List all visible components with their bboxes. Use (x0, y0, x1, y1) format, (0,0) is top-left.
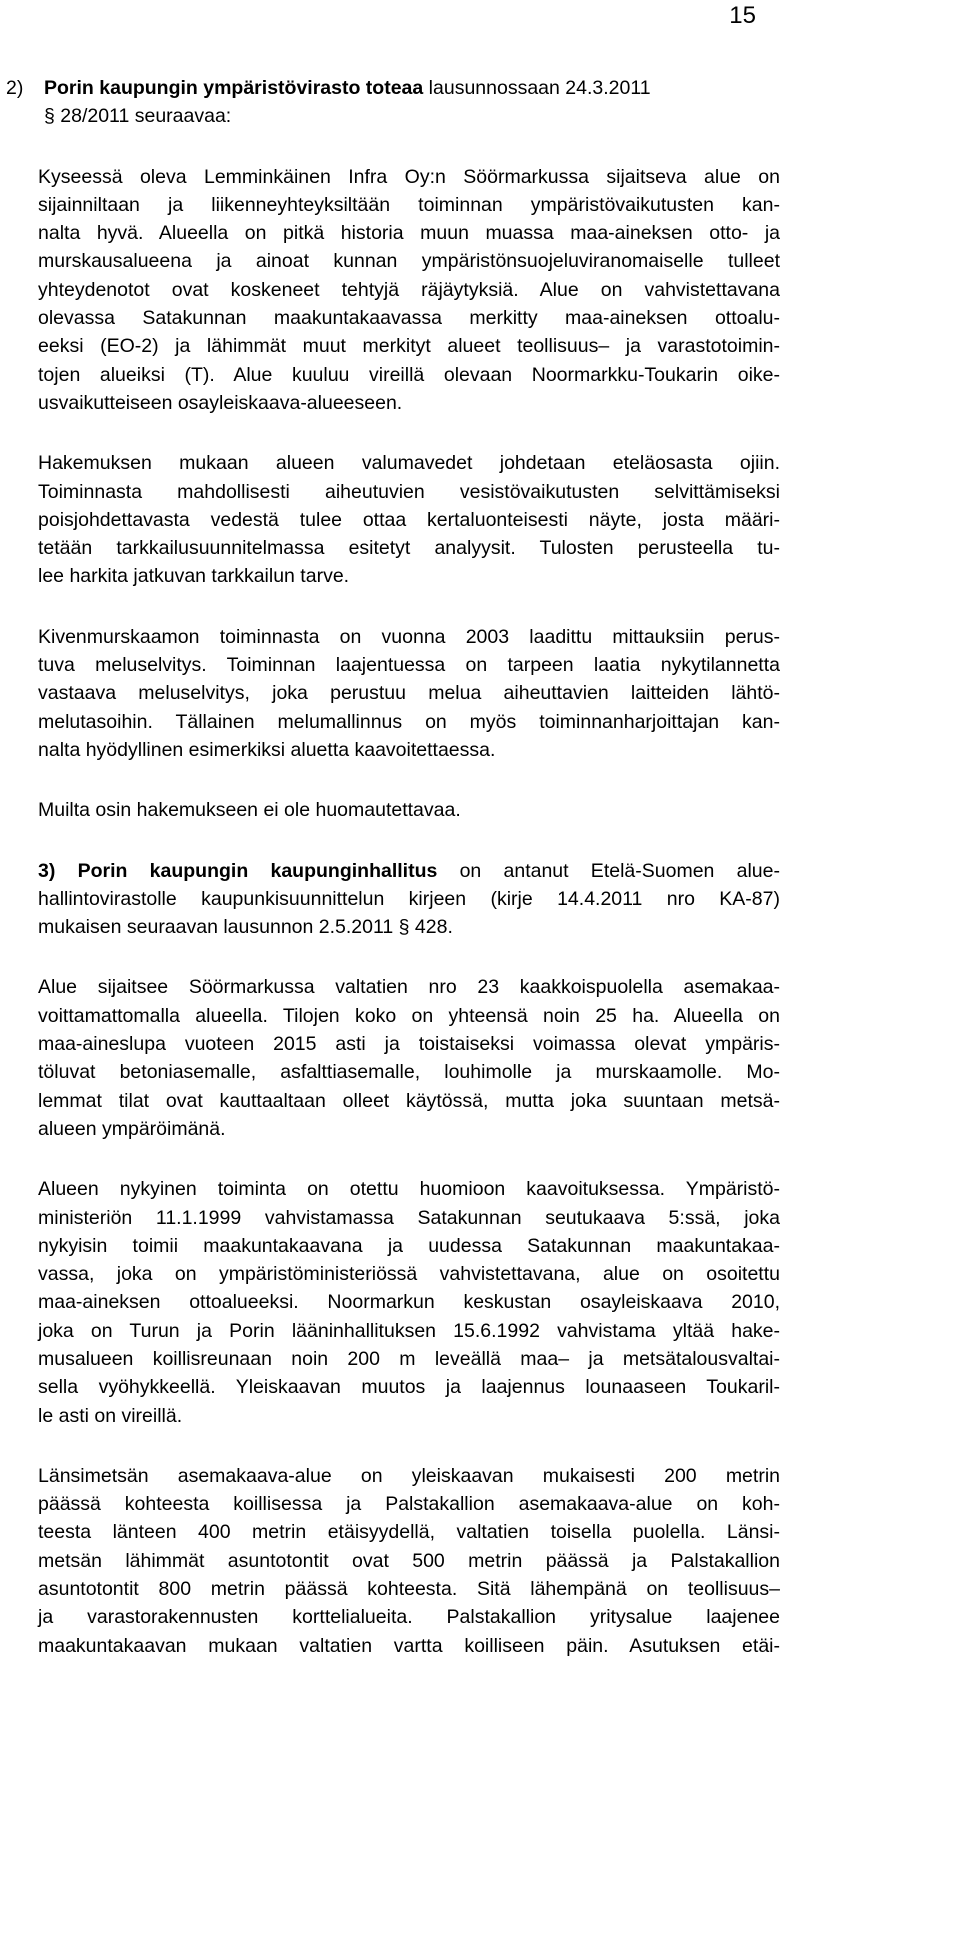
text-line: joka on Turun ja Porin lääninhallituksen 15.6.1992 vahvistama yltää hake- (38, 1319, 780, 1342)
text-line: vastaava meluselvitys, joka perustuu melua aiheuttavien laitteiden lähtö- (38, 682, 780, 705)
section-2 (6, 74, 780, 825)
section-3 (0, 857, 780, 1660)
text-line: teesta länteen 400 metrin etäisyydellä, valtatien toisella puolella. Länsi- (38, 1521, 780, 1544)
text-line: nykyisin toimii maakuntakaavana ja uudessa Satakunnan maakuntakaa- (38, 1234, 780, 1257)
text-line: lemmat tilat ovat kauttaaltaan olleet käytössä, mutta joka suuntaan metsä- (38, 1089, 780, 1112)
section-3-paragraph-3 (38, 1462, 780, 1660)
text-line: sijainniltaan ja liikenneyhteyksiltään toiminnan ympäristövaikutusten kan- (38, 193, 780, 216)
text-line: Länsimetsän asemakaava-alue on yleiskaavan mukaisesti 200 metrin (38, 1464, 780, 1487)
text-line: nalta hyödyllinen esimerkiksi aluetta kaavoitettaessa. (38, 738, 496, 761)
text-line: murskausalueena ja ainoat kunnan ympäristönsuojeluviranomaiselle tulleet (38, 250, 780, 273)
section-3-paragraph-2 (38, 1175, 780, 1430)
text-line: Alue sijaitsee Söörmarkussa valtatien nro 23 kaakkoispuolella asemakaa- (38, 976, 780, 999)
document-body (0, 74, 780, 1692)
section-2-paragraph-4 (6, 796, 780, 824)
text-line: musalueen koillisreunaan noin 200 m leveällä maa‒ ja metsätalousvaltai- (38, 1347, 780, 1370)
section-2-heading-line2: § 28/2011 seuraavaa: (44, 105, 232, 128)
text-line: maa-aineksen ottoalueeksi. Noormarkun keskustan osayleiskaava 2010, (38, 1291, 780, 1314)
section-3-heading (38, 857, 780, 885)
text-line: yhteydenotot ovat koskeneet tehtyjä räjäytyksiä. Alue on vahvistettavana (38, 278, 780, 301)
section-2-heading-rest: lausunnossaan 24.3.2011 (423, 77, 651, 99)
text-line: maakuntakaavan mukaan valtatien vartta koilliseen päin. Asutuksen etäi- (38, 1634, 780, 1657)
text-line: hallintovirastolle kaupunkisuunnittelun kirjeen (kirje 14.4.2011 nro KA-87) (38, 887, 780, 910)
text-line: mukaisen seuraavan lausunnon 2.5.2011 § 428. (38, 916, 453, 939)
text-line: Muilta osin hakemukseen ei ole huomautettavaa. (38, 799, 461, 822)
text-line: Kivenmurskaamon toiminnasta on vuonna 2003 laadittu mittauksiin perus- (38, 625, 780, 648)
text-line: maa-aineslupa vuoteen 2015 asti ja toistaiseksi voimassa olevat ympäris- (38, 1033, 780, 1056)
text-line: ja varastorakennusten korttelialueita. Palstakallion yritysalue laajenee (38, 1606, 780, 1629)
text-line: alueen ympäröimänä. (38, 1117, 226, 1140)
section-2-paragraph-3 (6, 623, 780, 764)
section-3-paragraph-1 (38, 973, 780, 1143)
section-3-heading-number: 3) (38, 859, 56, 882)
text-line: tuva meluselvitys. Toiminnan laajentuessa on tarpeen laatia nykytilannetta (38, 654, 780, 677)
text-line: usvaikutteiseen osayleiskaava-alueeseen. (38, 391, 403, 414)
text-line: päässä kohteesta koillisessa ja Palstakallion asemakaava-alue on koh- (38, 1493, 780, 1516)
text-line: ministeriön 11.1.1999 vahvistamassa Satakunnan seutukaava 5:ssä, joka (38, 1206, 780, 1229)
text-line: Hakemuksen mukaan alueen valumavedet johdetaan eteläosasta ojiin. (38, 452, 780, 475)
text-line: voittamattomalla alueella. Tilojen koko on yhteensä noin 25 ha. Alueella on (38, 1004, 780, 1027)
text-line: olevassa Satakunnan maakuntakaavassa merkitty maa-aineksen ottoalu- (38, 307, 780, 330)
section-3-heading-block (38, 857, 780, 942)
text-line: nalta hyvä. Alueella on pitkä historia muun muassa maa-aineksen otto- ja (38, 222, 780, 245)
text-line: le asti on vireillä. (38, 1404, 183, 1427)
text-line: sella vyöhykkeellä. Yleiskaavan muutos ja laajennus lounaaseen Toukaril- (38, 1376, 780, 1399)
text-line: Alueen nykyinen toiminta on otettu huomioon kaavoituksessa. Ympäristö- (38, 1178, 780, 1201)
section-2-paragraph-1 (6, 163, 780, 418)
text-line: lee harkita jatkuvan tarkkailun tarve. (38, 565, 350, 588)
text-line: asuntotontit 800 metrin päässä kohteesta. Sitä lähempänä on teollisuus‒ (38, 1578, 780, 1601)
section-3-heading-bold: Porin kaupungin kaupunginhallitus (77, 859, 438, 882)
text-line: melutasoihin. Tällainen melumallinnus on myös toiminnanharjoittajan kan- (38, 710, 780, 733)
section-2-paragraph-2 (6, 449, 780, 590)
text-line: eeksi (EO-2) ja lähimmät muut merkityt alueet teollisuus‒ ja varastotoimin- (38, 335, 780, 358)
section-2-number: 2) (6, 77, 24, 99)
text-line: tojen alueiksi (T). Alue kuuluu vireillä olevaan Noormarkku-Toukarin oike- (38, 363, 780, 386)
text-line: töluvat betoniasemalle, asfalttiasemalle, louhimolle ja murskaamolle. Mo- (38, 1061, 780, 1084)
text-line: tetään tarkkailusuunnitelmassa esitetyt analyysit. Tulosten perusteella tu- (38, 537, 780, 560)
text-line: vassa, joka on ympäristöministeriössä vahvistettavana, alue on osoitettu (38, 1263, 780, 1286)
text-line: poisjohdettavasta vedestä tulee ottaa kertaluonteisesti näyte, josta määri- (38, 508, 780, 531)
section-2-heading (6, 74, 780, 102)
page-number: 15 (729, 2, 756, 29)
section-3-heading-rest: on antanut Etelä-Suomen alue- (437, 859, 780, 882)
text-line: metsän lähimmät asuntotontit ovat 500 metrin päässä ja Palstakallion (38, 1549, 780, 1572)
text-line: Toiminnasta mahdollisesti aiheutuvien vesistövaikutusten selvittämiseksi (38, 480, 780, 503)
text-line: Kyseessä oleva Lemminkäinen Infra Oy:n Söörmarkussa sijaitseva alue on (38, 165, 780, 188)
section-2-heading-bold: Porin kaupungin ympäristövirasto toteaa (44, 77, 424, 99)
